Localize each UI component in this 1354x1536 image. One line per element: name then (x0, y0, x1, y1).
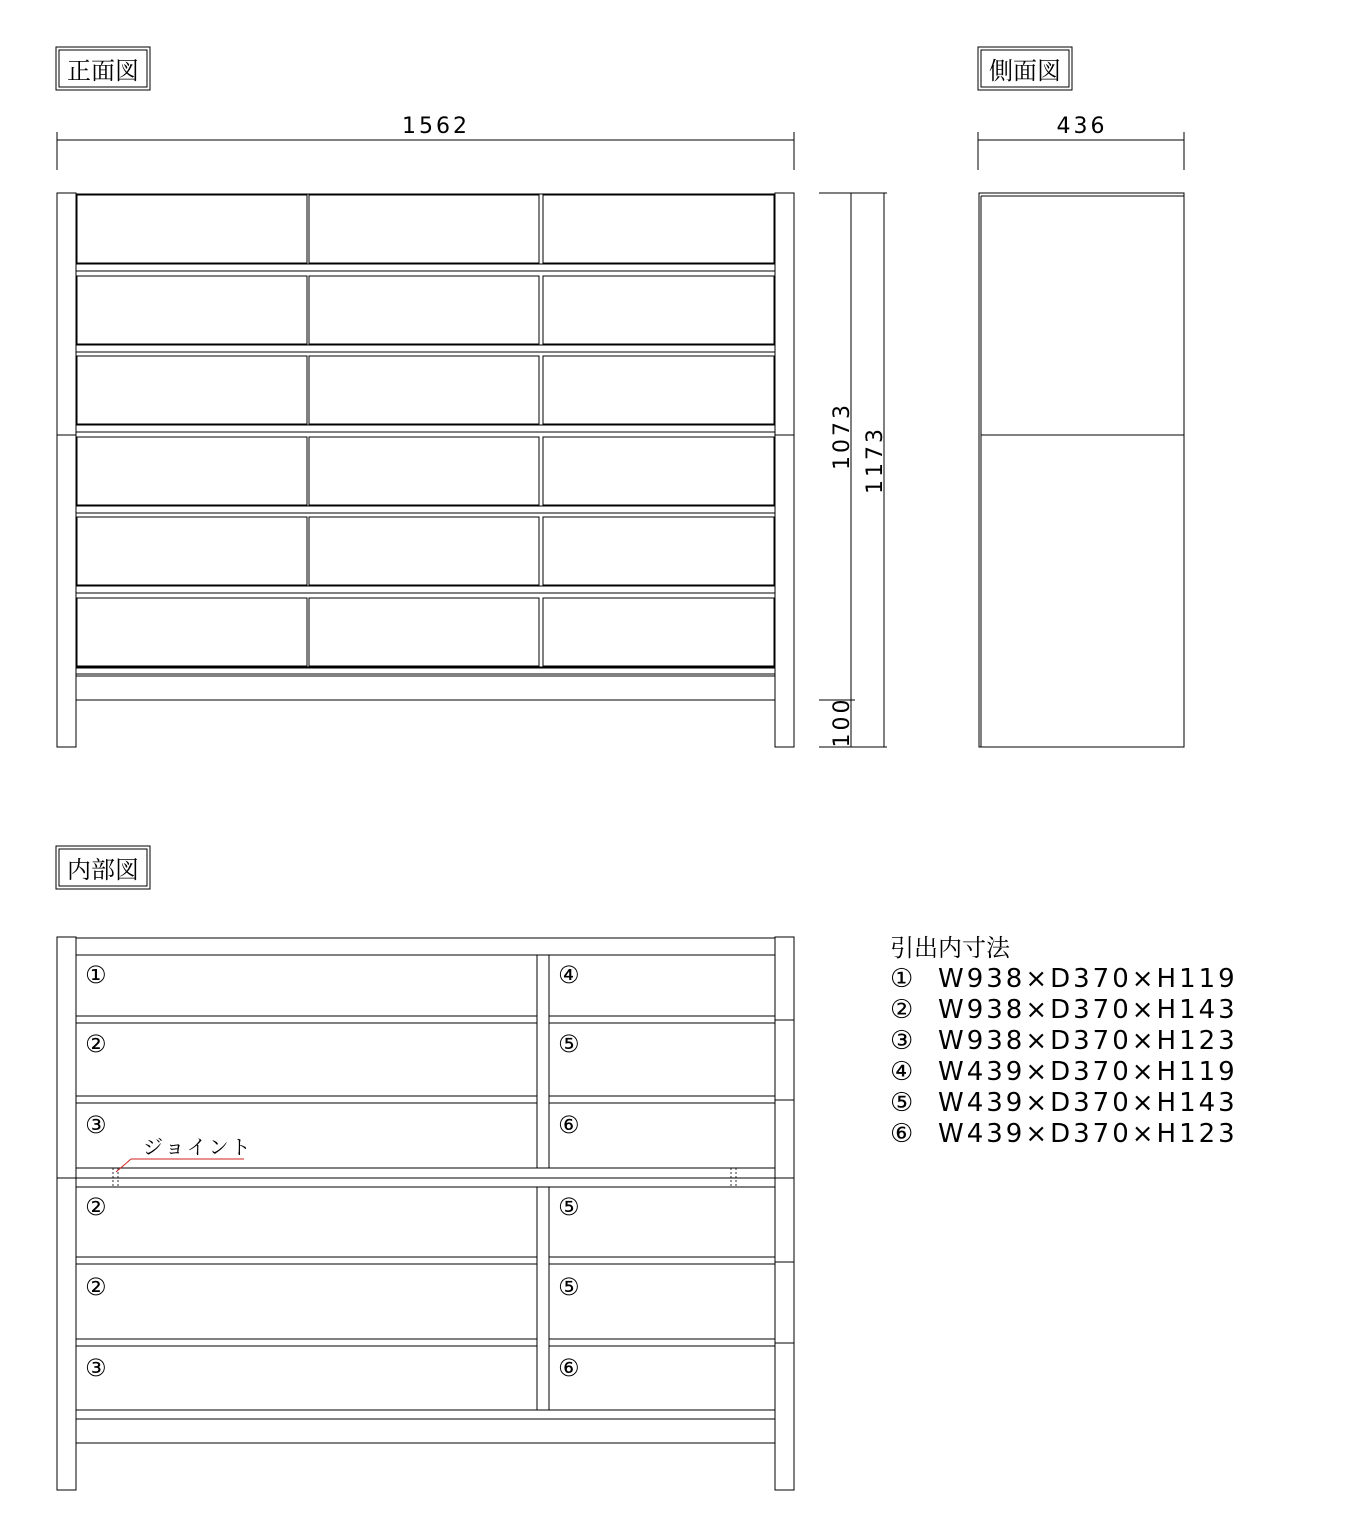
drawer-spec-number: ① (890, 964, 917, 994)
front-drawer-face (309, 356, 539, 424)
drawer-number-upper_right: ④ (558, 961, 580, 989)
drawer-spec-number: ⑥ (890, 1119, 917, 1149)
drawer-spec-row (890, 1057, 1330, 1088)
side-depth-value: 436 (1056, 114, 1108, 139)
front-drawer-face (77, 195, 307, 263)
side-view-title-box (978, 47, 1072, 90)
drawer-spec-number: ④ (890, 1057, 917, 1087)
front-right-leg (775, 193, 794, 747)
drawer-number-upper_right: ⑥ (558, 1111, 580, 1139)
drawer-number-upper_left: ① (85, 961, 107, 989)
drawer-number-lower_left: ③ (85, 1354, 107, 1382)
drawer-number-lower_right: ⑤ (558, 1193, 580, 1221)
front-drawer-face (77, 517, 307, 585)
front-width-value: 1562 (402, 114, 470, 139)
side-cabinet (979, 193, 1184, 747)
total-height-value: 1173 (863, 426, 888, 494)
drawer-number-lower_left: ② (85, 1273, 107, 1301)
front-height-dimensions (819, 193, 888, 748)
drawer-spec-list (890, 932, 1330, 1150)
front-drawer-face (543, 356, 774, 424)
front-drawer-face (543, 517, 774, 585)
front-drawer-face (309, 517, 539, 585)
drawer-spec-row (890, 964, 1330, 995)
drawer-number-lower_right: ⑤ (558, 1273, 580, 1301)
drawer-spec-row (890, 1026, 1330, 1057)
side-depth-dimension (978, 114, 1184, 170)
front-view-title: 正面図 (67, 57, 139, 85)
inner-view-title: 内部図 (67, 856, 139, 884)
drawer-spec-size: W439×D370×H123 (938, 1119, 1238, 1149)
side-view-title: 側面図 (989, 57, 1061, 85)
drawer-spec-title: 引出内寸法 (890, 934, 1010, 962)
drawer-spec-row (890, 995, 1330, 1026)
drawer-spec-number: ② (890, 995, 917, 1025)
front-drawer-face (309, 437, 539, 505)
drawer-spec-size: W938×D370×H143 (938, 995, 1238, 1025)
body-height-value: 1073 (830, 402, 855, 470)
front-drawer-face (543, 598, 774, 666)
front-view-title-box (56, 47, 150, 90)
drawer-spec-row (890, 1119, 1330, 1150)
base-height-value: 100 (830, 696, 855, 748)
front-drawer-face (77, 598, 307, 666)
front-drawer-face (77, 276, 307, 344)
drawer-spec-number: ③ (890, 1026, 917, 1056)
front-drawer-face (77, 437, 307, 505)
front-left-leg (57, 193, 76, 747)
front-cabinet (57, 193, 794, 747)
front-drawer-face (309, 276, 539, 344)
front-drawer-face (309, 598, 539, 666)
front-width-dimension (57, 114, 794, 170)
drawer-number-upper_left: ③ (85, 1111, 107, 1139)
drawer-spec-size: W938×D370×H123 (938, 1026, 1238, 1056)
joint-callout (116, 1135, 253, 1172)
inner-view-title-box (56, 846, 150, 889)
inner-cabinet (57, 937, 794, 1490)
drawer-spec-number: ⑤ (890, 1088, 917, 1118)
drawer-spec-size: W938×D370×H119 (938, 964, 1238, 994)
joint-label: ジョイント (143, 1135, 253, 1159)
drawer-number-upper_left: ② (85, 1030, 107, 1058)
front-drawer-face (543, 437, 774, 505)
front-drawer-face (309, 195, 539, 263)
front-drawer-face (543, 276, 774, 344)
drawer-spec-row (890, 1088, 1330, 1119)
front-drawer-face (543, 195, 774, 263)
drawer-spec-size: W439×D370×H143 (938, 1088, 1238, 1118)
joint-leader-line (116, 1159, 131, 1172)
front-drawer-face (77, 356, 307, 424)
inner-left-leg (57, 937, 76, 1490)
drawer-number-lower_left: ② (85, 1193, 107, 1221)
drawer-spec-size: W439×D370×H119 (938, 1057, 1238, 1087)
drawer-number-lower_right: ⑥ (558, 1354, 580, 1382)
drawer-number-upper_right: ⑤ (558, 1030, 580, 1058)
